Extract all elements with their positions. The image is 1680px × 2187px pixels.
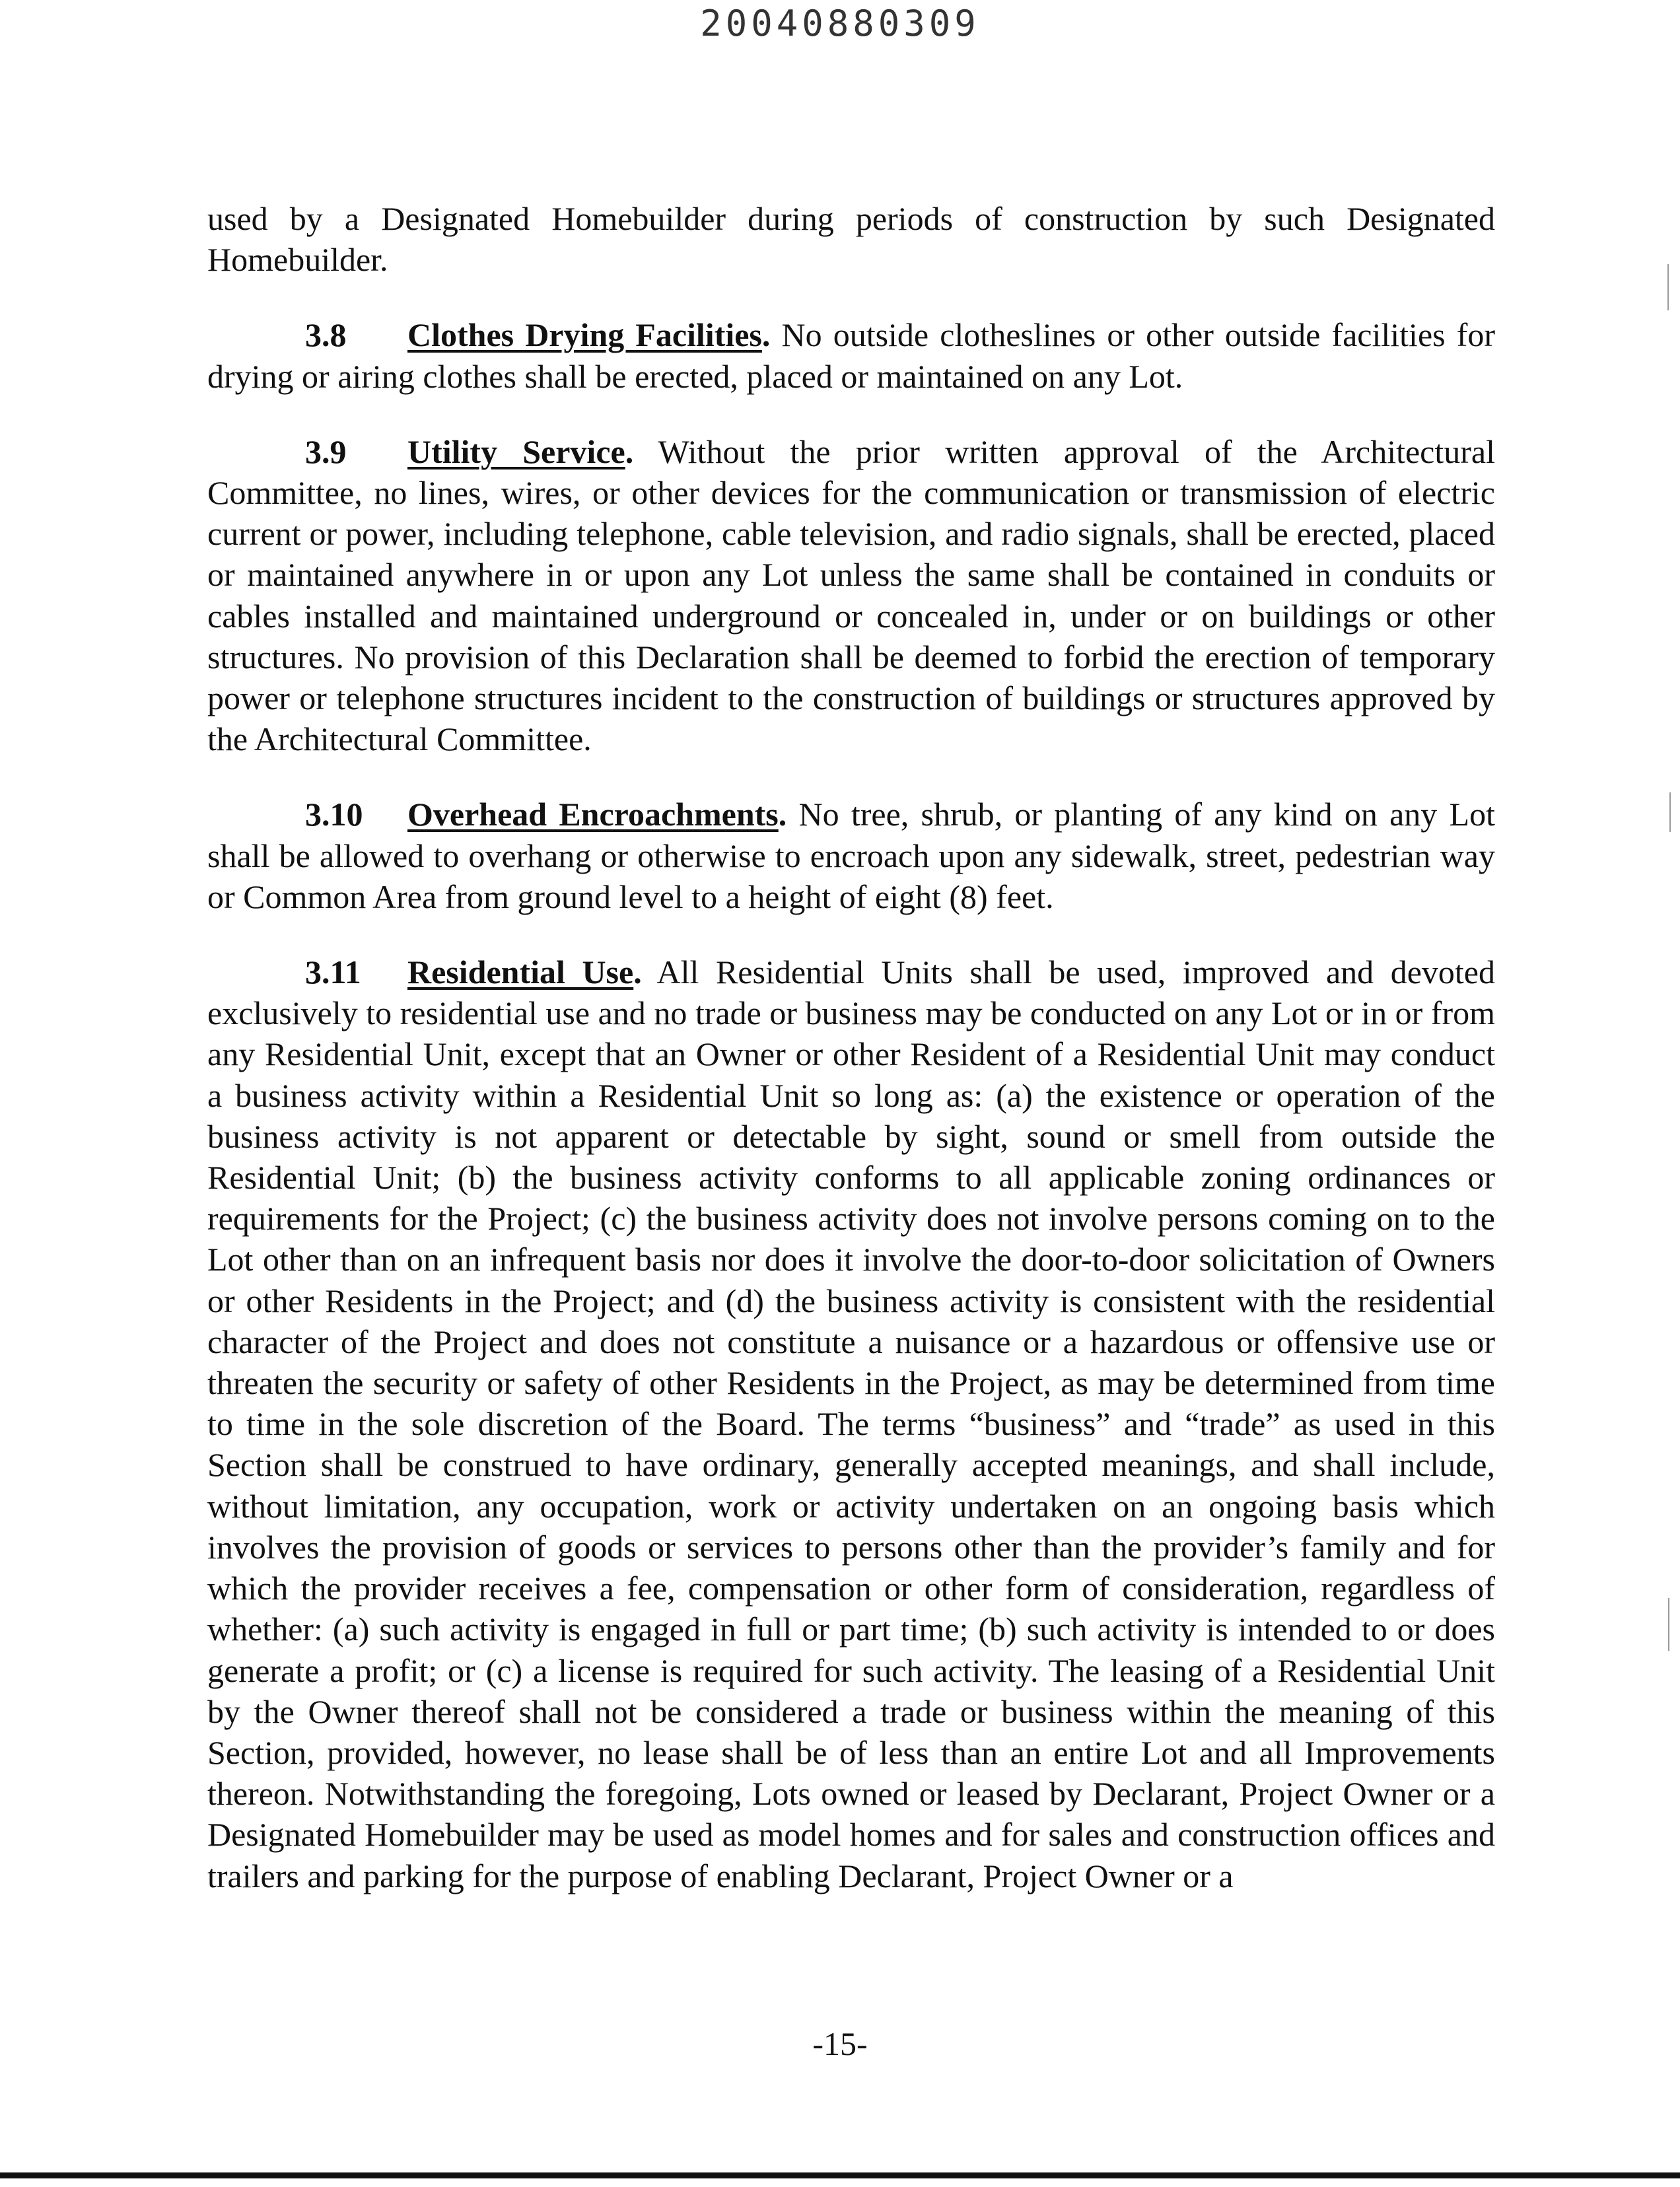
document-number: 20040880309 — [700, 3, 980, 44]
section-3-11: 3.11 Residential Use. All Residential Units shall be used, improved and devoted exclusively to residential use and no trade or business may be conducted on any Lot or in or from any Residential Unit, except that an Owner or other Resident of a Residential Unit may conduct a business activity within a Residential Unit so long as: (a) the existence or operation of the business activity is not apparent or detectable by sight, sound or smell from outside the Residential Unit; (b) the business activity conforms to all applicable zoning ordinances or requirements for the Project; (c) the business activity does not involve persons coming on to the Lot other than on an infrequent basis nor does it involve the door-to-door solicitation of Owners or other Residents in the Project; and (d) the business activity is consistent with the residential character of the Project and does not constitute a nuisance or a hazardous or offensive use or threaten the security or safety of other Residents in the Project, as may be determined from time to time in the sole discretion of the Board. The terms “business” and “trade” as used in this Section shall be construed to have ordinary, generally accepted meanings, and shall include, without limitation, any occupation, work or activity undertaken on an ongoing basis which involves the provision of goods or services to persons other than the provider’s family and for which the provider receives a fee, compensation or other form of consideration, regardless of whether: (a) such activity is engaged in full or part time; (b) such activity is intended to or does generate a profit; or (c) a license is required for such activity. The leasing of a Residential Unit by the Owner thereof shall not be considered a trade or business within the meaning of this Section, provided, however, no lease shall be of less than an entire Lot and all Improvements thereon. Notwithstanding the foregoing, Lots owned or leased by Declarant, Project Owner or a Designated Homebuilder may be used as model homes and for sales and construction offices and trailers and parking for the purpose of enabling Declarant, Project Owner or a — [207, 952, 1495, 1896]
section-title: Clothes Drying Facilities — [407, 316, 762, 354]
scan-margin-mark — [1668, 1598, 1669, 1651]
section-title: Utility Service — [407, 433, 625, 470]
section-number: 3.10 — [305, 796, 363, 833]
section-text: No outside clotheslines or other outside facilities for drying or airing clothes shall be erected, placed or maintained on any Lot. — [207, 316, 1495, 395]
section-title: Overhead Encroachments — [407, 796, 779, 833]
section-3-10: 3.10 Overhead Encroachments. No tree, shrub, or planting of any kind on any Lot shall be allowed to overhang or otherwise to encroach upon any sidewalk, street, pedestrian way or Common Area from ground level to a height of eight (8) feet. — [207, 794, 1495, 917]
section-number: 3.11 — [305, 954, 361, 991]
section-text: No tree, shrub, or planting of any kind on any Lot shall be allowed to overhang or otherwise to encroach upon any sidewalk, street, pedestrian way or Common Area from ground level to a height of eight (8) feet. — [207, 796, 1495, 915]
page-number: -15- — [812, 2025, 868, 2062]
section-text: All Residential Units shall be used, improved and devoted exclusively to residential use and no trade or business may be conducted on any Lot or in or from any Residential Unit, except that an Owner or other Resident of a Residential Unit may conduct a business activity within a Residential Unit so long as: (a) the existence or operation of the business activity is not apparent or detectable by sight, sound or smell from outside the Residential Unit; (b) the business activity conforms to all applicable zoning ordinances or requirements for the Project; (c) the business activity does not involve persons coming on to the Lot other than on an infrequent basis nor does it involve the door-to-door solicitation of Owners or other Residents in the Project; and (d) the business activity is consistent with the residential character of the Project and does not constitute a nuisance or a hazardous or offensive use or threaten the security or safety of other Residents in the Project, as may be determined from time to time in the sole discretion of the Board. The terms “business” and “trade” as used in this Section shall be construed to have ordinary, generally accepted meanings, and shall include, without limitation, any occupation, work or activity undertaken on an ongoing basis which involves the provision of goods or services to persons other than the provider’s family and for which the provider receives a fee, compensation or other form of consideration, regardless of whether: (a) such activity is engaged in full or part time; (b) such activity is intended to or does generate a profit; or (c) a license is required for such activity. The leasing of a Residential Unit by the Owner thereof shall not be considered a trade or business within the meaning of this Section, provided, however, no lease shall be of less than an entire Lot and all Improvements thereon. Notwithstanding the foregoing, Lots owned or leased by Declarant, Project Owner or a Designated Homebuilder may be used as model homes and for sales and construction offices and trailers and parking for the purpose of enabling Declarant, Project Owner or a — [207, 954, 1496, 1894]
scan-margin-mark — [1667, 264, 1669, 310]
section-text: Without the prior written approval of the Architectural Committee, no lines, wires, or other devices for the communication or transmission of electric current or power, including telephone, cable television, and radio signals, shall be erected, placed or maintained anywhere in or upon any Lot unless the same shall be contained in conduits or cables installed and maintained underground or concealed in, under or on buildings or other structures. No provision of this Declaration shall be deemed to forbid the erection of temporary power or telephone structures incident to the construction of buildings or structures approved by the Architectural Committee. — [207, 433, 1495, 758]
continued-paragraph: used by a Designated Homebuilder during periods of construction by such Designated Homebuilder. — [207, 200, 1495, 279]
scan-margin-mark — [1669, 792, 1671, 832]
section-number: 3.8 — [305, 316, 347, 354]
section-3-8: 3.8 Clothes Drying Facilities. No outside clotheslines or other outside facilities for drying or airing clothes shall be erected, placed or maintained on any Lot. — [207, 314, 1495, 396]
section-number: 3.9 — [305, 433, 347, 470]
page-body — [207, 198, 1495, 1896]
section-title: Residential Use — [407, 954, 634, 991]
bottom-scan-border — [0, 2172, 1680, 2178]
section-3-9: 3.9 Utility Service. Without the prior written approval of the Architectural Committee, no lines, wires, or other devices for the communication or transmission of electric current or power, including telephone, cable television, and radio signals, shall be erected, placed or maintained anywhere in or upon any Lot unless the same shall be contained in conduits or cables installed and maintained underground or concealed in, under or on buildings or other structures. No provision of this Declaration shall be deemed to forbid the erection of temporary power or telephone structures incident to the construction of buildings or structures approved by the Architectural Committee. — [207, 431, 1495, 760]
